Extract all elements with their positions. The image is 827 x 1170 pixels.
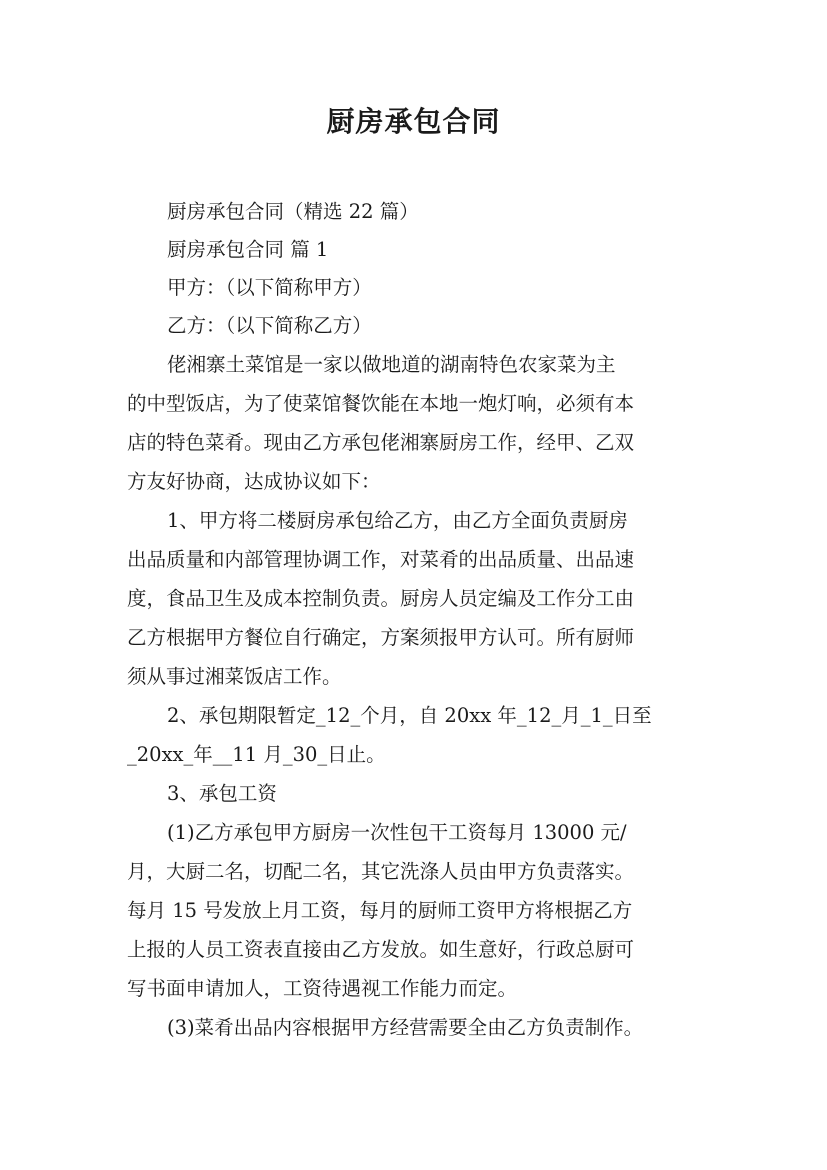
document-line: _20xx_年__11 月_30_日止。 (127, 743, 386, 766)
document-line: 方友好协商，达成协议如下： (127, 470, 381, 493)
document-line: 佬湘寨土菜馆是一家以做地道的湖南特色农家菜为主 (167, 353, 616, 376)
document-line: 厨房承包合同（精选 22 篇） (167, 200, 419, 223)
document-line: 度，食品卫生及成本控制负责。厨房人员定编及工作分工由 (127, 587, 635, 610)
document-line: 店的特色菜肴。现由乙方承包佬湘寨厨房工作，经甲、乙双 (127, 431, 635, 454)
document-line: 甲方：（以下简称甲方） (167, 276, 372, 299)
document-line: 厨房承包合同 篇 1 (167, 238, 329, 261)
document-line: 写书面申请加人，工资待遇视工作能力而定。 (127, 977, 518, 1000)
document-line: 3、承包工资 (167, 782, 277, 805)
document-line: 的中型饭店，为了使菜馆餐饮能在本地一炮灯响，必须有本 (127, 392, 635, 415)
document-line: 2、承包期限暂定_12_个月，自 20xx 年_12_月_1_日至 (167, 704, 652, 727)
document-line: 月，大厨二名，切配二名，其它洗涤人员由甲方负责落实。 (127, 860, 635, 883)
document-line: 须从事过湘菜饭店工作。 (127, 665, 342, 688)
document-line: 乙方根据甲方餐位自行确定，方案须报甲方认可。所有厨师 (127, 626, 635, 649)
document-line: 上报的人员工资表直接由乙方发放。如生意好，行政总厨可 (127, 938, 635, 961)
document-line: 每月 15 号发放上月工资，每月的厨师工资甲方将根据乙方 (127, 899, 633, 922)
document-title: 厨房承包合同 (326, 105, 501, 138)
document-line: 乙方：（以下简称乙方） (167, 314, 372, 337)
document-line: 出品质量和内部管理协调工作，对菜肴的出品质量、出品速 (127, 548, 635, 571)
document-line: 1、甲方将二楼厨房承包给乙方，由乙方全面负责厨房 (167, 509, 628, 532)
document-line: (1)乙方承包甲方厨房一次性包干工资每月 13000 元/ (167, 821, 627, 844)
document-line: (3)菜肴出品内容根据甲方经营需要全由乙方负责制作。 (167, 1016, 644, 1039)
